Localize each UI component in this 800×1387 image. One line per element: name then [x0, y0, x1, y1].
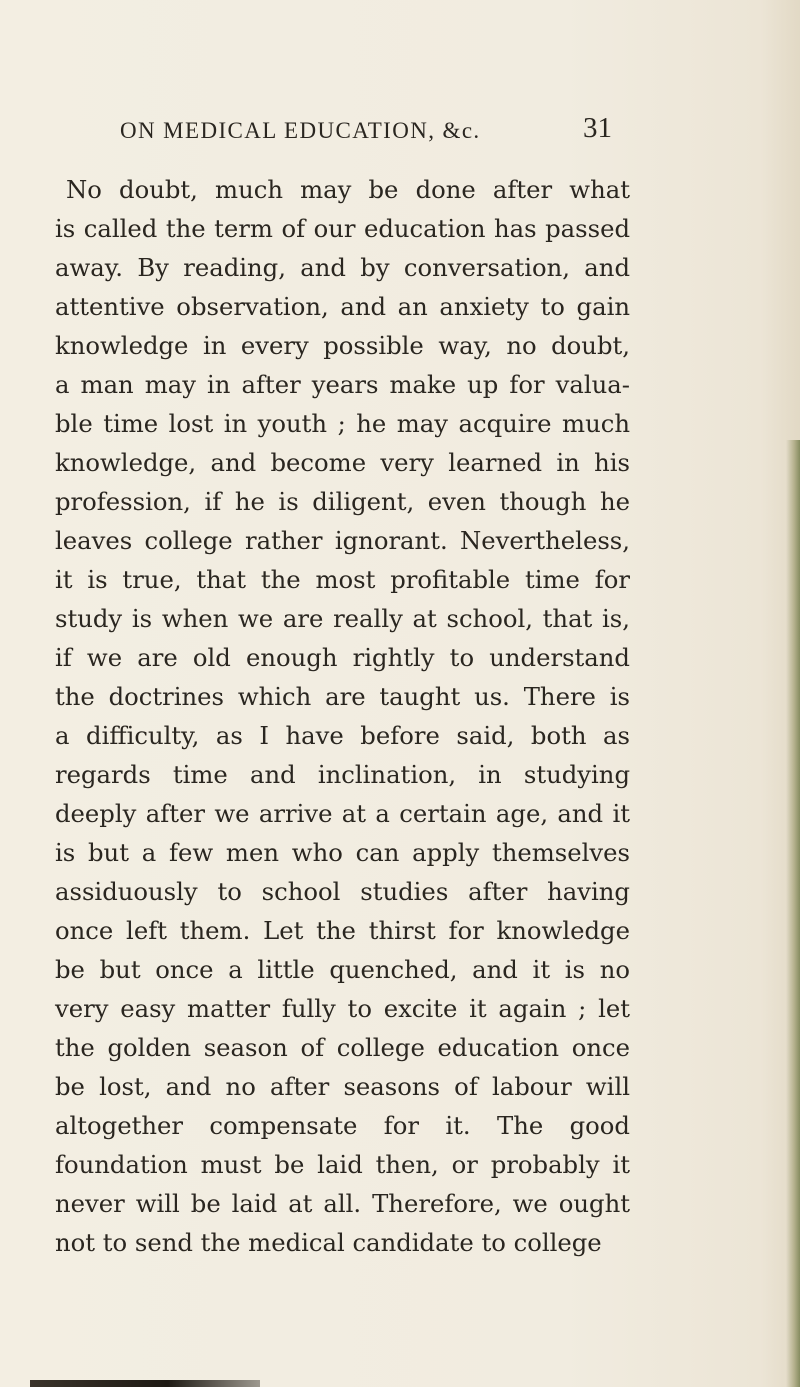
running-head: ON MEDICAL EDUCATION, &c.: [120, 118, 481, 143]
page-number: 31: [583, 112, 612, 144]
text-line: the doctrines which are taught us. There is: [55, 682, 630, 711]
text-line: away. By reading, and by conversation, and: [55, 253, 630, 282]
text-line: is but a few men who can apply themselves: [55, 838, 630, 867]
text-line: the golden season of college education once: [55, 1033, 630, 1062]
text-line: be lost, and no after seasons of labour will: [55, 1072, 630, 1101]
text-line: deeply after we arrive at a certain age, and it: [55, 799, 630, 828]
page-edge-shadow: [786, 440, 800, 1387]
text-line: ble time lost in youth ; he may acquire much: [55, 409, 630, 438]
text-line: very easy matter fully to excite it again ; let: [55, 994, 630, 1023]
text-line: knowledge in every possible way, no doubt,: [55, 331, 630, 360]
text-line: study is when we are really at school, that is,: [55, 604, 630, 633]
body-paragraph: [55, 170, 630, 1262]
text-line: it is true, that the most profitable time for: [55, 565, 630, 594]
text-line: attentive observation, and an anxiety to gain: [55, 292, 630, 321]
text-line: foundation must be laid then, or probably it: [55, 1150, 630, 1179]
text-line: if we are old enough rightly to understand: [55, 643, 630, 672]
page-header: [0, 112, 800, 158]
text-line: altogether compensate for it. The good: [55, 1111, 630, 1140]
text-line: a difficulty, as I have before said, both as: [55, 721, 630, 750]
text-line: once left them. Let the thirst for knowledge: [55, 916, 630, 945]
text-line: be but once a little quenched, and it is no: [55, 955, 630, 984]
text-line: assiduously to school studies after having: [55, 877, 630, 906]
text-line: regards time and inclination, in studying: [55, 760, 630, 789]
text-line: leaves college rather ignorant. Nevertheless,: [55, 526, 630, 555]
text-line: knowledge, and become very learned in his: [55, 448, 630, 477]
bottom-edge-mark: [30, 1380, 260, 1387]
text-line: a man may in after years make up for valua-: [55, 370, 630, 399]
text-line: No doubt, much may be done after what: [66, 175, 630, 204]
text-line: is called the term of our education has passed: [55, 214, 630, 243]
text-line: never will be laid at all. Therefore, we ought: [55, 1189, 630, 1218]
text-line: not to send the medical candidate to college: [55, 1228, 602, 1257]
text-line: profession, if he is diligent, even though he: [55, 487, 630, 516]
